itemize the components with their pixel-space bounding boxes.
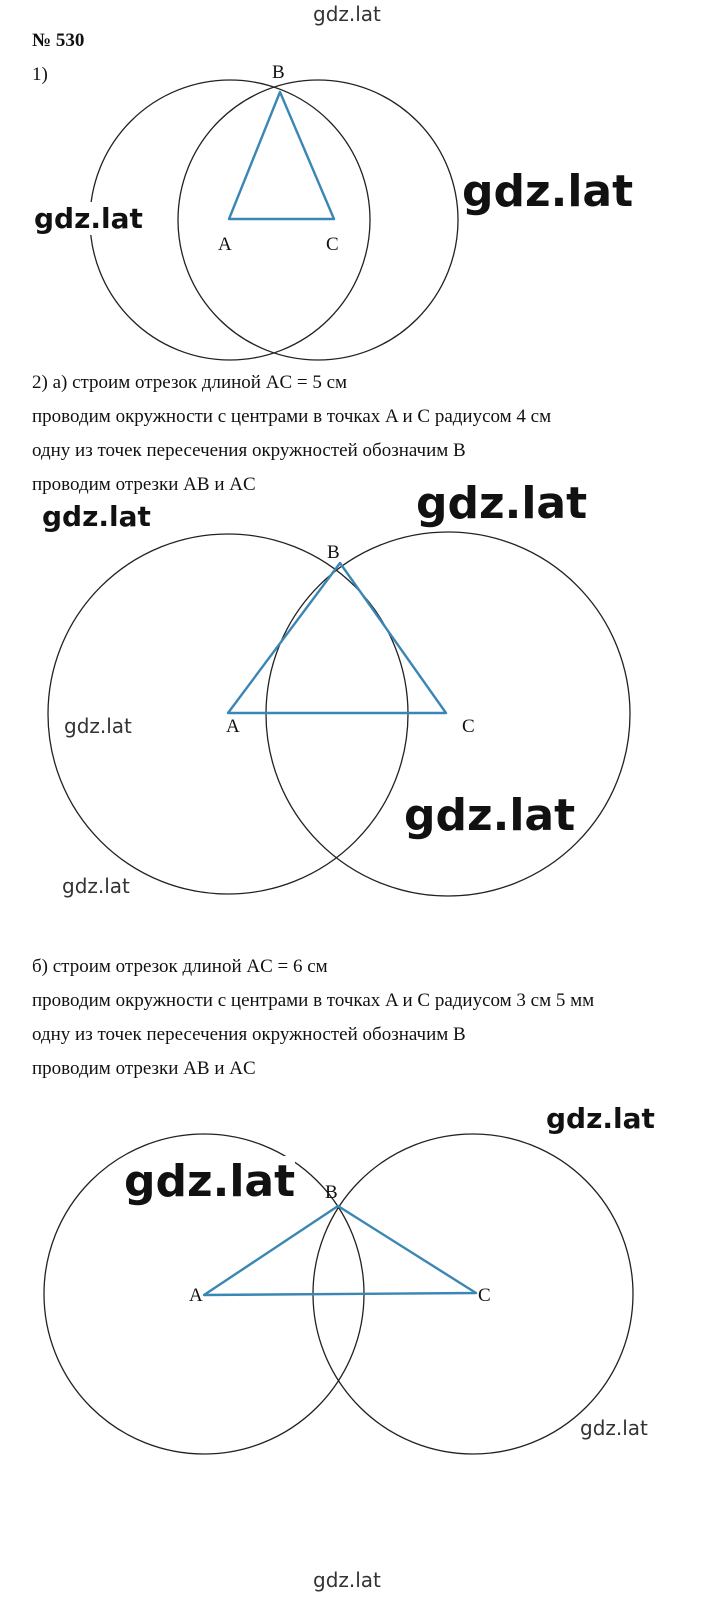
point-a-part2a: A <box>226 716 240 737</box>
watermark-part2b-top-right: gdz.lat <box>546 1102 655 1135</box>
point-c-part2a: C <box>462 716 475 737</box>
part2b-line-2: проводим окружности с центрами в точках A и C радиусом 3 см 5 мм <box>32 990 595 1011</box>
watermark-part2a-top: gdz.lat <box>416 478 588 529</box>
part2b-line-4: проводим отрезки AB и AC <box>32 1058 256 1079</box>
part2a-line-3: одну из точек пересечения окружностей обозначим B <box>32 440 466 461</box>
problem-number: № 530 <box>32 30 85 51</box>
figure-part2a <box>0 500 720 920</box>
part1-label: 1) <box>32 64 48 85</box>
watermark-part2a-bottom-right: gdz.lat <box>404 790 576 841</box>
part2a-line-1: 2) а) строим отрезок длиной AC = 5 см <box>32 372 348 393</box>
part2a-line-2: проводим окружности с центрами в точках A и C радиусом 4 см <box>32 406 552 427</box>
watermark-part1-right: gdz.lat <box>462 166 634 217</box>
part2a-line-4: проводим отрезки AB и AC <box>32 474 256 495</box>
watermark-part2b-bottom-right: gdz.lat <box>580 1416 648 1440</box>
point-a-part1: A <box>218 234 232 255</box>
watermark-part2a-left: gdz.lat <box>42 500 151 533</box>
watermark-part2b-left: gdz.lat <box>124 1156 296 1207</box>
point-b-part2b: B <box>325 1182 338 1203</box>
watermark-part2a-bottom-left: gdz.lat <box>62 874 130 898</box>
watermark-top: gdz.lat <box>313 2 381 26</box>
point-b-part2a: B <box>327 542 340 563</box>
part2b-line-3: одну из точек пересечения окружностей обозначим B <box>32 1024 466 1045</box>
watermark-part2a-mid: gdz.lat <box>64 714 132 738</box>
triangle-part2b <box>204 1206 476 1295</box>
watermark-bottom: gdz.lat <box>313 1568 381 1592</box>
part2b-line-1: б) строим отрезок длиной AC = 6 см <box>32 956 328 977</box>
watermark-part1-left: gdz.lat <box>34 202 143 235</box>
point-c-part2b: C <box>478 1285 491 1306</box>
point-b-part1: B <box>272 62 285 83</box>
triangle-part2a <box>228 563 446 713</box>
point-c-part1: C <box>326 234 339 255</box>
point-a-part2b: A <box>189 1285 203 1306</box>
figure-part2b <box>0 1100 720 1560</box>
